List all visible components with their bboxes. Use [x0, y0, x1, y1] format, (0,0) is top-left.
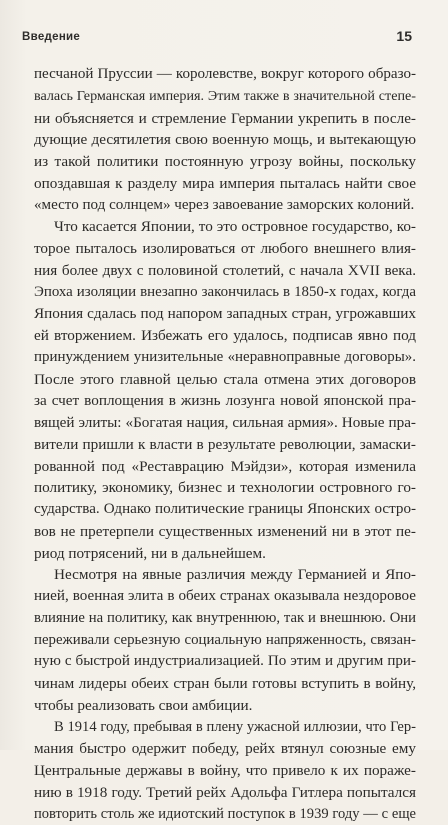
text-line: чинам лидеры обеих стран были готовы вступить в войну,	[34, 673, 416, 695]
text-line: рованной под «Реставрацию Мэйдзи», которая изменила	[34, 456, 416, 478]
text-line: вители пришли к власти в результате революции, замаски-	[34, 434, 416, 456]
text-line: за счет воплощения в жизнь лозунга новой японской пра-	[34, 390, 416, 412]
text-line: нию в 1918 году. Третий рейх Адольфа Гитлера попытался	[34, 782, 416, 804]
text-line: ни объясняется и стремление Германии укрепить в после-	[34, 108, 416, 130]
text-line: повторить столь же идиотский поступок в 1939 году — с еще	[34, 804, 416, 825]
text-line: дующие десятилетия свою военную мощь, и вытекающую	[34, 129, 416, 151]
text-line: нией, военная элита в обеих странах оказывала нездоровое	[34, 586, 416, 608]
text-line: политику, экономику, бизнес и технологии островного го-	[34, 477, 416, 499]
text-line: мания быстро одержит победу, рейх втянул союзные ему	[34, 738, 416, 760]
text-line: ния более двух с половиной столетий, с начала XVII века.	[34, 260, 416, 282]
text-line: «место под солнцем» через завоевание заморских колоний.	[34, 195, 416, 217]
page-number: 15	[396, 28, 412, 44]
text-line: вов не претерпели существенных изменений ни в этот пе-	[34, 521, 416, 543]
running-head	[0, 0, 448, 52]
text-line: В 1914 году, пребывая в плену ужасной иллюзии, что Гер-	[34, 717, 416, 739]
text-line: опоздавшая к разделу мира империя пыталась найти свое	[34, 173, 416, 195]
text-line: Эпоха изоляции внезапно закончилась в 1850-х годах, когда	[34, 282, 416, 304]
text-line: вящей элиты: «Богатая нация, сильная армия». Новые пра-	[34, 412, 416, 434]
text-line: Япония сдалась под напором западных стран, угрожавших	[34, 303, 416, 325]
section-title: Введение	[22, 31, 80, 43]
text-line: ную с быстрой индустриализацией. По этим и другим при-	[34, 651, 416, 673]
text-line: Что касается Японии, то это островное государство, ко-	[34, 216, 416, 238]
text-line: чтобы реализовать свои амбиции.	[34, 695, 416, 717]
text-line: торое пыталось изолироваться от любого внешнего влия-	[34, 238, 416, 260]
text-line: песчаной Пруссии — королевстве, вокруг которого образо-	[34, 64, 416, 86]
text-line: влияние на политику, как внутреннюю, так и внешнюю. Они	[34, 608, 416, 630]
text-line: валась Германская империя. Этим также в значительной степе-	[34, 86, 416, 108]
body-text	[34, 64, 416, 825]
text-line: Несмотря на явные различия между Германией и Япо-	[34, 564, 416, 586]
text-line: из такой политики постоянную угрозу войны, поскольку	[34, 151, 416, 173]
text-line: После этого главной целью стала отмена этих договоров	[34, 369, 416, 391]
text-line: риод потрясений, ни в дальнейшем.	[34, 543, 416, 565]
text-line: переживали серьезную социальную напряженность, связан-	[34, 630, 416, 652]
text-line: сударства. Однако политические границы Японских остро-	[34, 499, 416, 521]
text-line: Центральные державы в войну, что привело к их пораже-	[34, 760, 416, 782]
text-line: принуждением унизительные «неравноправные договоры».	[34, 347, 416, 369]
text-line: ей вторжением. Избежать его удалось, подписав явно под	[34, 325, 416, 347]
